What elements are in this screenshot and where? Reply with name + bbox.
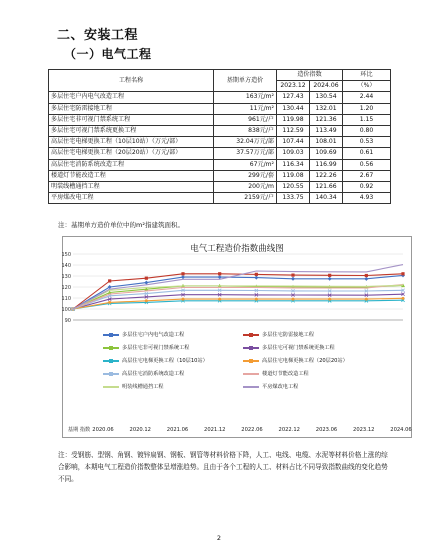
cell-price: 11元/m² xyxy=(214,103,277,114)
cell-name: 多层住宅防雷接地工程 xyxy=(49,103,214,114)
legend-swatch-icon xyxy=(243,331,259,338)
cell-price: 163元/m² xyxy=(214,92,277,103)
legend-label: 多层住宅非可视门禁系统工程 xyxy=(122,345,190,351)
x-tick-label: 2024.06 xyxy=(390,427,412,433)
cell-v1: 133.75 xyxy=(277,193,310,204)
y-tick-label: 90 xyxy=(64,317,71,324)
legend-label: 高层住宅消防系统改造工程 xyxy=(122,371,185,377)
series-line xyxy=(73,285,403,309)
cell-name: 多层住宅可视门禁系统更换工程 xyxy=(49,125,214,136)
x-tick-label: 基期 指数 xyxy=(67,427,91,433)
legend-label: 多层住宅防雷接地工程 xyxy=(262,332,314,338)
x-tick-label: 2021.12 xyxy=(204,427,226,433)
chart-container xyxy=(62,236,412,438)
cell-ratio: 1.20 xyxy=(343,103,391,114)
cell-v2: 132.01 xyxy=(310,103,343,114)
cell-v1: 116.34 xyxy=(277,159,310,170)
cell-name: 高层住宅电梯更换工程（10层10站）（万元/部） xyxy=(49,137,214,148)
series-point xyxy=(218,272,221,275)
cell-v2: 130.54 xyxy=(310,92,343,103)
cell-ratio: 2.67 xyxy=(343,170,391,181)
series-point xyxy=(145,299,148,302)
series-point xyxy=(145,277,148,280)
legend-label: 楼道灯节能改造工程 xyxy=(262,371,309,377)
cell-v1: 109.03 xyxy=(277,148,310,159)
section-title: 二、安装工程 xyxy=(57,28,139,43)
legend-label: 高层住宅电梯更换工程（20层20站） xyxy=(262,358,348,364)
cell-name: 平房煤改电工程 xyxy=(49,193,214,204)
table-row xyxy=(49,181,391,192)
series-point xyxy=(182,298,185,301)
legend-swatch-icon xyxy=(243,383,259,390)
cell-price: 200元/m xyxy=(214,181,277,192)
series-point xyxy=(218,298,221,301)
table-row xyxy=(49,193,391,204)
header-index: 造价指数 xyxy=(277,70,343,81)
chart-note: 注：受钢筋、型钢、角钢、镀锌扁钢、钢板、钢管等材料价格下降，人工、电线、电缆、水泥等材料价格上涨的综合影响，本期电气工程造价指数整体呈增涨趋势。且由于各个工程的人工、材料占比不同导致指数曲线的变化趋势不同。 xyxy=(58,451,388,483)
table-row xyxy=(49,103,391,114)
cell-v2: 109.69 xyxy=(310,148,343,159)
x-tick-label: 2021.06 xyxy=(166,427,189,433)
series-point xyxy=(144,281,148,285)
cell-v1: 107.44 xyxy=(277,137,310,148)
legend-item xyxy=(103,370,184,377)
cell-name: 高层住宅电梯更换工程（20层20站）（万元/部） xyxy=(49,148,214,159)
y-tick-label: 140 xyxy=(61,262,71,269)
series-point xyxy=(255,298,258,301)
x-tick-label: 2020.06 xyxy=(92,427,114,433)
legend-item xyxy=(243,383,298,390)
header-ratio-unit: （%） xyxy=(343,81,391,92)
series-point xyxy=(292,298,295,301)
series-point xyxy=(328,277,332,281)
cell-v1: 119.08 xyxy=(277,170,310,181)
cell-ratio: 0.53 xyxy=(343,137,391,148)
header-period2: 2024.06 xyxy=(310,81,343,92)
legend-label: 明装线槽通挡工程 xyxy=(122,384,164,390)
legend-label: 多层住宅户内电气改造工程 xyxy=(122,332,185,338)
legend-item xyxy=(243,370,309,377)
cell-price: 299元/套 xyxy=(214,170,277,181)
cost-index-table xyxy=(48,69,391,204)
table-body xyxy=(49,92,391,204)
series-point xyxy=(364,277,368,281)
subsection-title: （一）电气工程 xyxy=(64,47,152,61)
cell-ratio: 0.80 xyxy=(343,125,391,136)
cell-v2: 122.26 xyxy=(310,170,343,181)
legend-item xyxy=(243,331,314,338)
legend-swatch-icon xyxy=(103,331,119,338)
legend-swatch-icon xyxy=(243,344,259,351)
cell-ratio: 0.56 xyxy=(343,159,391,170)
cell-v2: 108.01 xyxy=(310,137,343,148)
x-tick-label: 2020.12 xyxy=(129,427,151,433)
legend-swatch-icon xyxy=(243,357,259,364)
cell-v1: 127.43 xyxy=(277,92,310,103)
table-row xyxy=(49,159,391,170)
legend-swatch-icon xyxy=(243,370,259,377)
x-tick-label: 2022.06 xyxy=(241,427,263,433)
series-point xyxy=(402,297,405,300)
table-row xyxy=(49,125,391,136)
legend-item xyxy=(243,344,335,351)
legend-item xyxy=(103,357,208,364)
y-tick-label: 120 xyxy=(61,284,71,291)
cell-v1: 130.44 xyxy=(277,103,310,114)
x-tick-label: 2022.12 xyxy=(278,427,300,433)
legend-item xyxy=(103,344,189,351)
series-point xyxy=(181,272,184,275)
table-row xyxy=(49,137,391,148)
cell-price: 67元/m² xyxy=(214,159,277,170)
y-tick-label: 110 xyxy=(61,295,71,302)
legend-item xyxy=(243,357,348,364)
table-row xyxy=(49,114,391,125)
table-row xyxy=(49,148,391,159)
legend-label: 平房煤改电工程 xyxy=(262,384,299,390)
header-ratio: 环比 xyxy=(343,70,391,81)
cell-v2: 121.36 xyxy=(310,114,343,125)
x-tick-label: 2023.06 xyxy=(315,427,338,433)
cell-price: 961元/户 xyxy=(214,114,277,125)
header-price: 基期单方造价 xyxy=(214,70,277,92)
cell-ratio: 0.61 xyxy=(343,148,391,159)
legend-item xyxy=(103,383,164,390)
y-tick-label: 100 xyxy=(61,306,71,313)
cell-v2: 140.34 xyxy=(310,193,343,204)
series-point xyxy=(328,274,331,277)
legend-swatch-icon xyxy=(103,344,119,351)
series-point xyxy=(181,275,185,279)
legend-swatch-icon xyxy=(103,370,119,377)
cell-ratio: 4.93 xyxy=(343,193,391,204)
y-tick-label: 130 xyxy=(61,273,71,280)
legend-label: 多层住宅可视门禁系统更换工程 xyxy=(262,345,335,351)
cell-price: 2159元/户 xyxy=(214,193,277,204)
header-name: 工程名称 xyxy=(49,70,214,92)
cell-name: 楼道灯节能改造工程 xyxy=(49,170,214,181)
table-row xyxy=(49,170,391,181)
series-point xyxy=(291,277,295,281)
cell-ratio: 0.92 xyxy=(343,181,391,192)
cell-price: 838元/户 xyxy=(214,125,277,136)
x-tick-label: 2023.12 xyxy=(353,427,375,433)
cell-ratio: 1.15 xyxy=(343,114,391,125)
series-point xyxy=(291,274,294,277)
cell-v1: 119.98 xyxy=(277,114,310,125)
cell-price: 37.57万元/部 xyxy=(214,148,277,159)
cell-v2: 121.66 xyxy=(310,181,343,192)
series-point xyxy=(401,272,404,275)
chart-title: 电气工程造价指数曲线图 xyxy=(190,244,284,254)
header-period1: 2023.12 xyxy=(277,81,310,92)
series-point xyxy=(365,298,368,301)
series-point xyxy=(328,298,331,301)
cell-v2: 113.49 xyxy=(310,125,343,136)
series-point xyxy=(255,273,258,276)
legend-item xyxy=(103,331,184,338)
series-point xyxy=(108,279,111,282)
cell-name: 明装线槽通挡工程 xyxy=(49,181,214,192)
cell-name: 高层住宅消防系统改造工程 xyxy=(49,159,214,170)
cell-v1: 112.59 xyxy=(277,125,310,136)
table-note: 注：基期单方造价单位中的m²指建筑面积。 xyxy=(58,221,184,229)
cell-name: 多层住宅户内电气改造工程 xyxy=(49,92,214,103)
cell-ratio: 2.44 xyxy=(343,92,391,103)
legend-swatch-icon xyxy=(103,383,119,390)
cell-name: 多层住宅非可视门禁系统工程 xyxy=(49,114,214,125)
legend-swatch-icon xyxy=(103,357,119,364)
y-tick-label: 150 xyxy=(61,251,71,258)
series-point xyxy=(108,301,111,304)
cell-price: 32.04万元/部 xyxy=(214,137,277,148)
table-row xyxy=(49,92,391,103)
cell-v1: 120.55 xyxy=(277,181,310,192)
series-point xyxy=(365,274,368,277)
legend-label: 高层住宅电梯更换工程（10层10站） xyxy=(122,358,208,364)
page-number: 2 xyxy=(216,534,222,542)
cell-v2: 116.99 xyxy=(310,159,343,170)
